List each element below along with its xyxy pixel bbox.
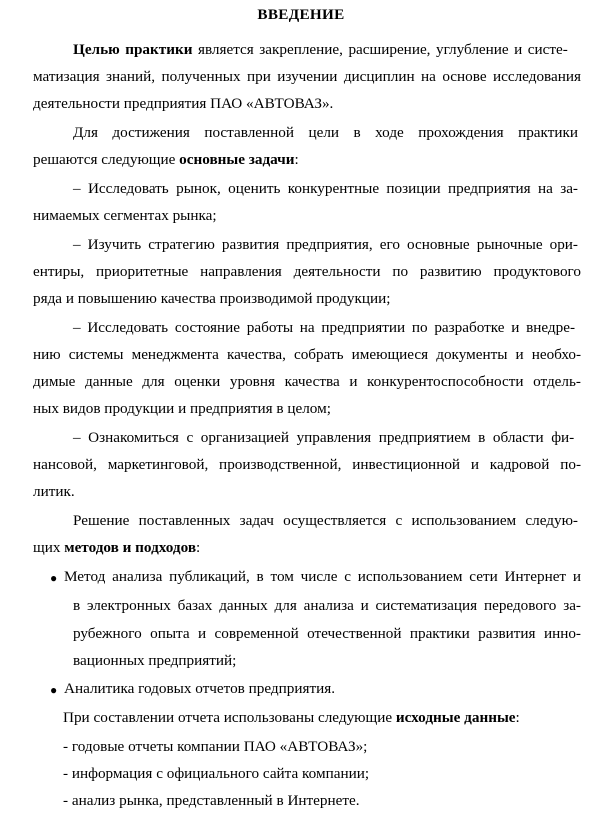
task-item: – Ознакомиться с организацией управления предприятием в области фи- [73,429,575,446]
goal-label: Целью практики [73,41,193,58]
methods-intro-line-1: Решение поставленных задач осуществляется с использованием следую- [73,512,578,529]
source-item: - информация с официального сайта компании; [63,765,370,782]
task-item: – Изучить стратегию развития предприятия, его основные рыночные ори- [73,236,578,253]
goal-line-1: Целью практики является закрепление, расширение, углубление и систе- [73,41,568,58]
method-item-cont: в электронных базах данных для анализа и систематизация передового за- [73,597,581,614]
task-item-cont: ентиры, приоритетные направления деятельности по развитию продуктового [33,263,581,280]
task-item-cont: димые данные для оценки уровня качества и конкурентоспособности отдель- [33,373,581,390]
task-item: – Исследовать рынок, оценить конкурентные позиции предприятия на за- [73,180,578,197]
methods-label: методов и подходов [64,539,197,556]
source-item: - анализ рынка, представленный в Интернете. [63,792,360,809]
method-item: Аналитика годовых отчетов предприятия. [64,680,336,697]
source-item: - годовые отчеты компании ПАО «АВТОВАЗ»; [63,738,368,755]
bullet-icon: ● [50,571,58,585]
goal-line-2: матизация знаний, полученных при изучении дисциплин на основе исследования [33,68,581,85]
bullet-icon: ● [50,683,58,697]
task-item-cont: ряда и повышению качества производимой продукции; [33,290,391,307]
method-item-cont: рубежного опыта и современной отечественной практики развития инно- [73,625,581,642]
goal-line-3: деятельности предприятия ПАО «АВТОВАЗ». [33,95,334,112]
task-item-cont: нию системы менеджмента качества, собрать имеющиеся документы и необхо- [33,346,581,363]
method-item-cont: вационных предприятий; [73,652,237,669]
page-title: ВВЕДЕНИЕ [257,6,345,23]
task-item-cont: литик. [33,483,75,500]
method-item: Метод анализа публикаций, в том числе с использованием сети Интернет и [64,568,581,585]
task-item-cont: нимаемых сегментах рынка; [33,207,217,224]
tasks-intro-line-1: Для достижения поставленной цели в ходе прохождения практики [73,124,578,141]
sources-intro: При составлении отчета использованы следующие исходные данные: [63,709,520,726]
task-item-cont: нансовой, маркетинговой, производственной, инвестиционной и кадровой по- [33,456,581,473]
task-item: – Исследовать состояние работы на предприятии по разработке и внедре- [73,319,576,336]
task-item-cont: ных видов продукции и предприятия в целом; [33,400,331,417]
tasks-intro-line-2: решаются следующие основные задачи: [33,151,299,168]
methods-intro-line-2: щих методов и подходов: [33,539,201,556]
sources-label: исходные данные [395,709,516,726]
tasks-label: основные задачи [179,151,295,168]
